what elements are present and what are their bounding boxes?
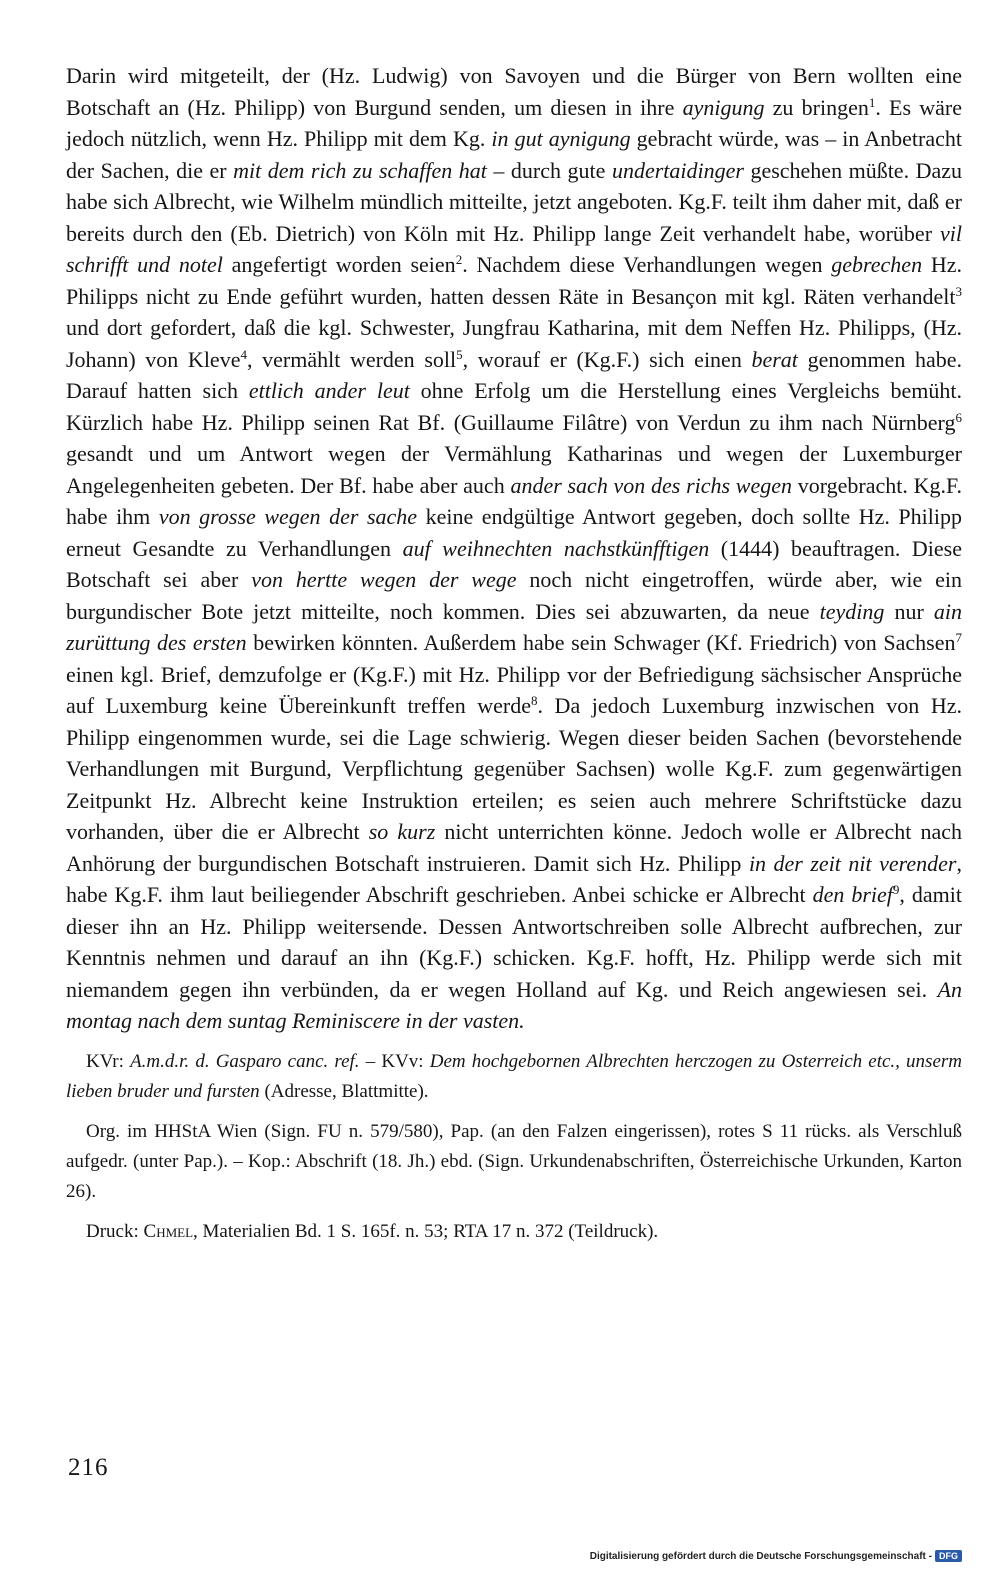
footnote-ref: 3 [955, 283, 962, 299]
body-text: und dort gefordert, daß die kgl. Schwester, Jungfrau Katharina, mit dem Neffen Hz. Philipps, (Hz. Johann) von Kleve [66, 315, 962, 372]
note-text: , Materialien Bd. 1 S. 165f. n. 53; RTA 17 n. 372 (Teildruck). [193, 1220, 659, 1242]
body-text: nicht unterrichten könne. Jedoch wolle er Albrecht nach Anhörung der burgundischen Botschaft instruieren. Damit sich Hz. Philipp [66, 819, 962, 876]
body-quote: undertaidinger [611, 157, 744, 183]
dfg-logo-icon: DFG [935, 1550, 962, 1562]
body-text: . Es wäre jedoch nützlich, wenn Hz. Philipp mit dem Kg. [66, 94, 963, 151]
body-text: (1444) beauftragen. Diese Botschaft sei aber [66, 535, 962, 592]
body-quote: vil schrifft und notel [66, 220, 962, 277]
body-text: genommen habe. Darauf hatten sich [66, 346, 962, 403]
body-text: – durch gute [486, 157, 612, 183]
body-quote: in der zeit nit verender [748, 850, 957, 876]
body-text: ohne Erfolg um die Herstellung eines Vergleichs bemüht. Kürzlich habe Hz. Philipp seinen Rat Bf. (Guillaume Filâtre) von Verdun zu ihm nach Nürnberg [66, 378, 962, 435]
body-quote: ander sach von des richs wegen [510, 472, 793, 498]
note-text: – KVv: [359, 1050, 430, 1072]
footnote-ref: 2 [455, 252, 463, 267]
note-text: Druck: [86, 1220, 144, 1242]
note-quote: Dem hochgebornen Albrechten herczogen zu Osterreich etc., unserm lieben bruder und fursten [66, 1050, 962, 1102]
author-name: Chmel [143, 1220, 194, 1242]
footnote-ref: 7 [955, 630, 962, 645]
body-text: , vermählt werden soll [246, 346, 457, 372]
body-quote: auf weihnechten nachstkünfftigen [402, 535, 710, 561]
body-quote: teyding [819, 598, 885, 624]
body-quote: so kurz [368, 819, 436, 844]
body-text: zu bringen [764, 94, 869, 120]
body-quote: berat [751, 346, 798, 372]
body-text: gesandt und um Antwort wegen der Vermählung Katharinas und wegen der Luxemburger Angelegenheiten gebeten. Der Bf. habe aber auch [66, 441, 962, 498]
body-text: . Nachdem diese Verhandlungen wegen [462, 252, 832, 277]
footer-credit [590, 1550, 962, 1562]
body-quote: gebrechen [831, 252, 923, 277]
body-text: Darin wird mitgeteilt, der (Hz. Ludwig) von Savoyen und die Bürger von Bern wollten eine Botschaft an (Hz. Philipp) von Burgund senden, um diesen in ihre [66, 63, 962, 120]
footer-text: Digitalisierung gefördert durch die Deutsche Forschungsgemeinschaft - [589, 1550, 932, 1562]
body-text: keine endgültige Antwort gegeben, doch sollte Hz. Philipp erneut Gesandte zu Verhandlungen [66, 504, 962, 561]
body-text: einen kgl. Brief, demzufolge er (Kg.F.) mit Hz. Philipp vor der Befriedigung sächsischer Ansprüche auf Luxemburg keine Übereinkunft treffen werde [66, 661, 962, 718]
footnote-ref: 1 [868, 94, 876, 110]
body-text: , habe Kg.F. ihm laut beiliegender Abschrift geschrieben. Anbei schicke er Albrecht [66, 850, 962, 907]
body-text: gebracht würde, was – in Anbetracht der Sachen, die er [66, 126, 962, 183]
body-text: angefertigt worden seien [222, 252, 456, 277]
body-quote: ain zurüttung des ersten [66, 598, 963, 655]
body-quote: den brief [812, 882, 893, 907]
body-text: nur [884, 598, 934, 624]
footnote-ref: 4 [240, 346, 247, 362]
footnote-ref: 9 [892, 882, 900, 897]
body-text: , worauf er (Kg.F.) sich einen [462, 346, 752, 372]
page-content [66, 60, 962, 1247]
body-date-formula: An montag nach dem suntag Reminiscere in der vasten. [66, 976, 962, 1033]
body-quote: mit dem rich zu schaffen hat [233, 157, 487, 183]
note-text: KVr: [86, 1050, 131, 1072]
note-kanzleivermerk [66, 1047, 962, 1107]
body-quote: in gut aynigung [491, 126, 631, 151]
note-original-source: Org. im HHStA Wien (Sign. FU n. 579/580), Pap. (an den Falzen eingerissen), rotes S 11 rücks. als Verschluß aufgedr. (unter Pap.). – Kop.: Abschrift (18. Jh.) ebd. (Sign. Urkundenabschriften, Österreichische Urkunden, Karton 26). [66, 1120, 962, 1202]
body-text: noch nicht eingetroffen, würde aber, wie ein burgundischer Bote jetzt mitteilte, noch kommen. Dies sei abzuwarten, da neue [66, 567, 963, 624]
body-text: , damit dieser ihn an Hz. Philipp weitersende. Dessen Antwortschreiben solle Albrecht aufbrechen, zur Kenntnis nehmen und darauf an ihn (Kg.F.) schicken. Kg.F. hofft, Hz. Philipp werde sich mit niemandem gegen ihn verbünden, da er wegen Holland auf Kg. und Reich angewiesen sei. [66, 882, 962, 1002]
body-text: . Da jedoch Luxemburg inzwischen von Hz. Philipp eingenommen wurde, sei die Lage schwierig. Wegen dieser beiden Sachen (bevorstehende Verhandlungen mit Burgund, Verpflichtung gegenüber Sachsen) wolle Kg.F. zum gegenwärtigen Zeitpunkt Hz. Albrecht keine Instruktion erteilen; es seien auch mehrere Schriftstücke dazu vorhanden, über die er Albrecht [66, 693, 962, 844]
footnote-ref: 8 [531, 693, 538, 708]
footnote-ref: 6 [955, 409, 962, 425]
body-text: Hz. Philipps nicht zu Ende geführt wurden, hatten dessen Räte in Besançon mit kgl. Räten verhandelt [66, 252, 963, 309]
body-quote: von hertte wegen der wege [251, 567, 517, 592]
body-text: geschehen müßte. Dazu habe sich Albrecht, wie Wilhelm mündlich mitteilte, jetzt angeboten. Kg.F. teilt ihm daher mit, daß er bereits durch den (Eb. Dietrich) von Köln mit Hz. Philipp lange Zeit verhandelt habe, worüber [66, 157, 963, 246]
body-quote: von grosse wegen der sache [158, 504, 418, 529]
page-number: 216 [68, 1454, 109, 1481]
body-text: vorgebracht. Kg.F. habe ihm [66, 472, 962, 529]
body-quote: ettlich ander leut [248, 378, 410, 403]
footnote-ref: 5 [456, 346, 463, 362]
note-text: (Adresse, Blattmitte). [259, 1080, 429, 1102]
body-text: bewirken könnten. Außerdem habe sein Schwager (Kf. Friedrich) von Sachsen [246, 630, 956, 655]
note-quote: A.m.d.r. d. Gasparo canc. ref. [130, 1050, 360, 1072]
note-print-reference [66, 1217, 962, 1247]
body-quote: aynigung [682, 94, 765, 120]
regest-body-paragraph [66, 60, 962, 1037]
